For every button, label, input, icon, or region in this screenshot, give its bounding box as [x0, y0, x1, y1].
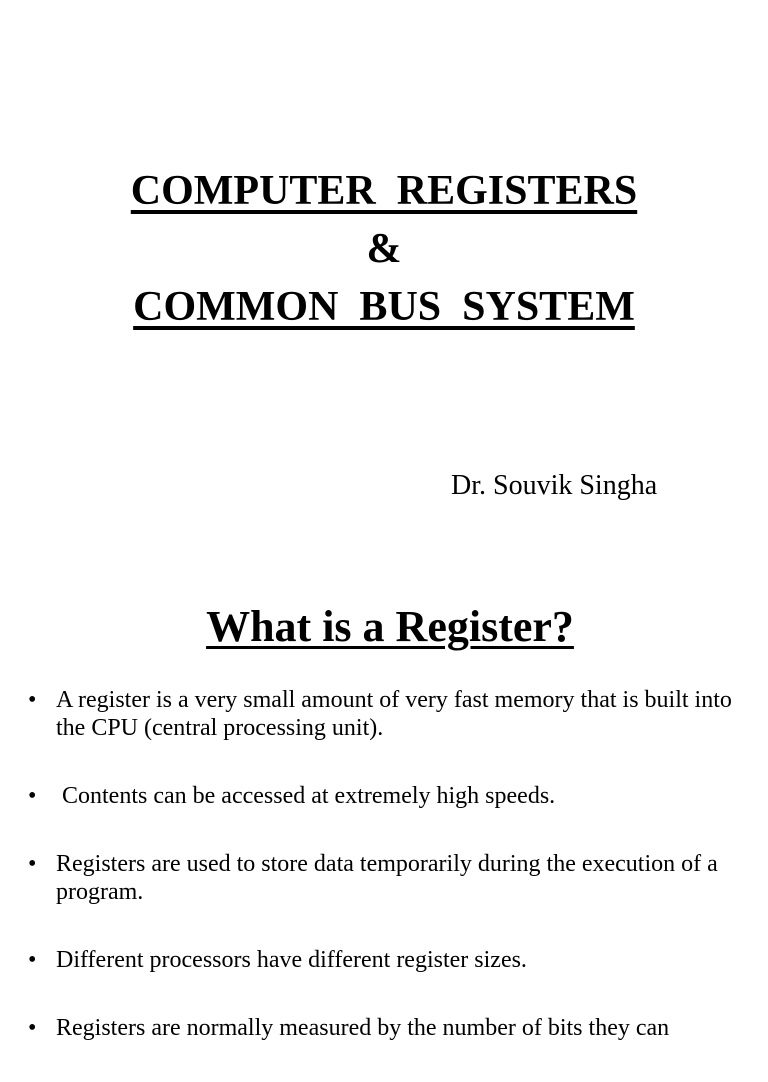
bullet-text: Registers are normally measured by the number of bits they can	[56, 1015, 670, 1041]
bullet-text: Registers are used to store data temporarily during the execution of a program.	[56, 851, 718, 905]
title-line-1: COMPUTER REGISTERS	[130, 168, 638, 214]
title-line-2: COMMON BUS SYSTEM	[133, 284, 635, 330]
bullet-icon: •	[28, 851, 37, 877]
bullet-text: Different processors have different register sizes.	[56, 947, 527, 973]
list-item	[28, 1014, 748, 1042]
bullet-text: A register is a very small amount of very fast memory that is built into the CPU (central processing unit).	[56, 687, 732, 741]
bullet-icon: •	[28, 783, 37, 809]
list-item	[28, 850, 748, 906]
document-title	[0, 162, 768, 336]
bullet-list	[28, 686, 748, 1082]
bullet-text: Contents can be accessed at extremely high speeds.	[56, 783, 556, 809]
author-name: Dr. Souvik Singha	[451, 470, 658, 501]
title-ampersand: &	[366, 226, 402, 272]
list-item	[28, 946, 748, 974]
bullet-icon: •	[28, 1015, 37, 1041]
list-item	[28, 686, 748, 742]
bullet-icon: •	[28, 947, 37, 973]
list-item	[28, 782, 748, 810]
section-heading: What is a Register?	[206, 602, 574, 651]
bullet-icon: •	[28, 687, 37, 713]
